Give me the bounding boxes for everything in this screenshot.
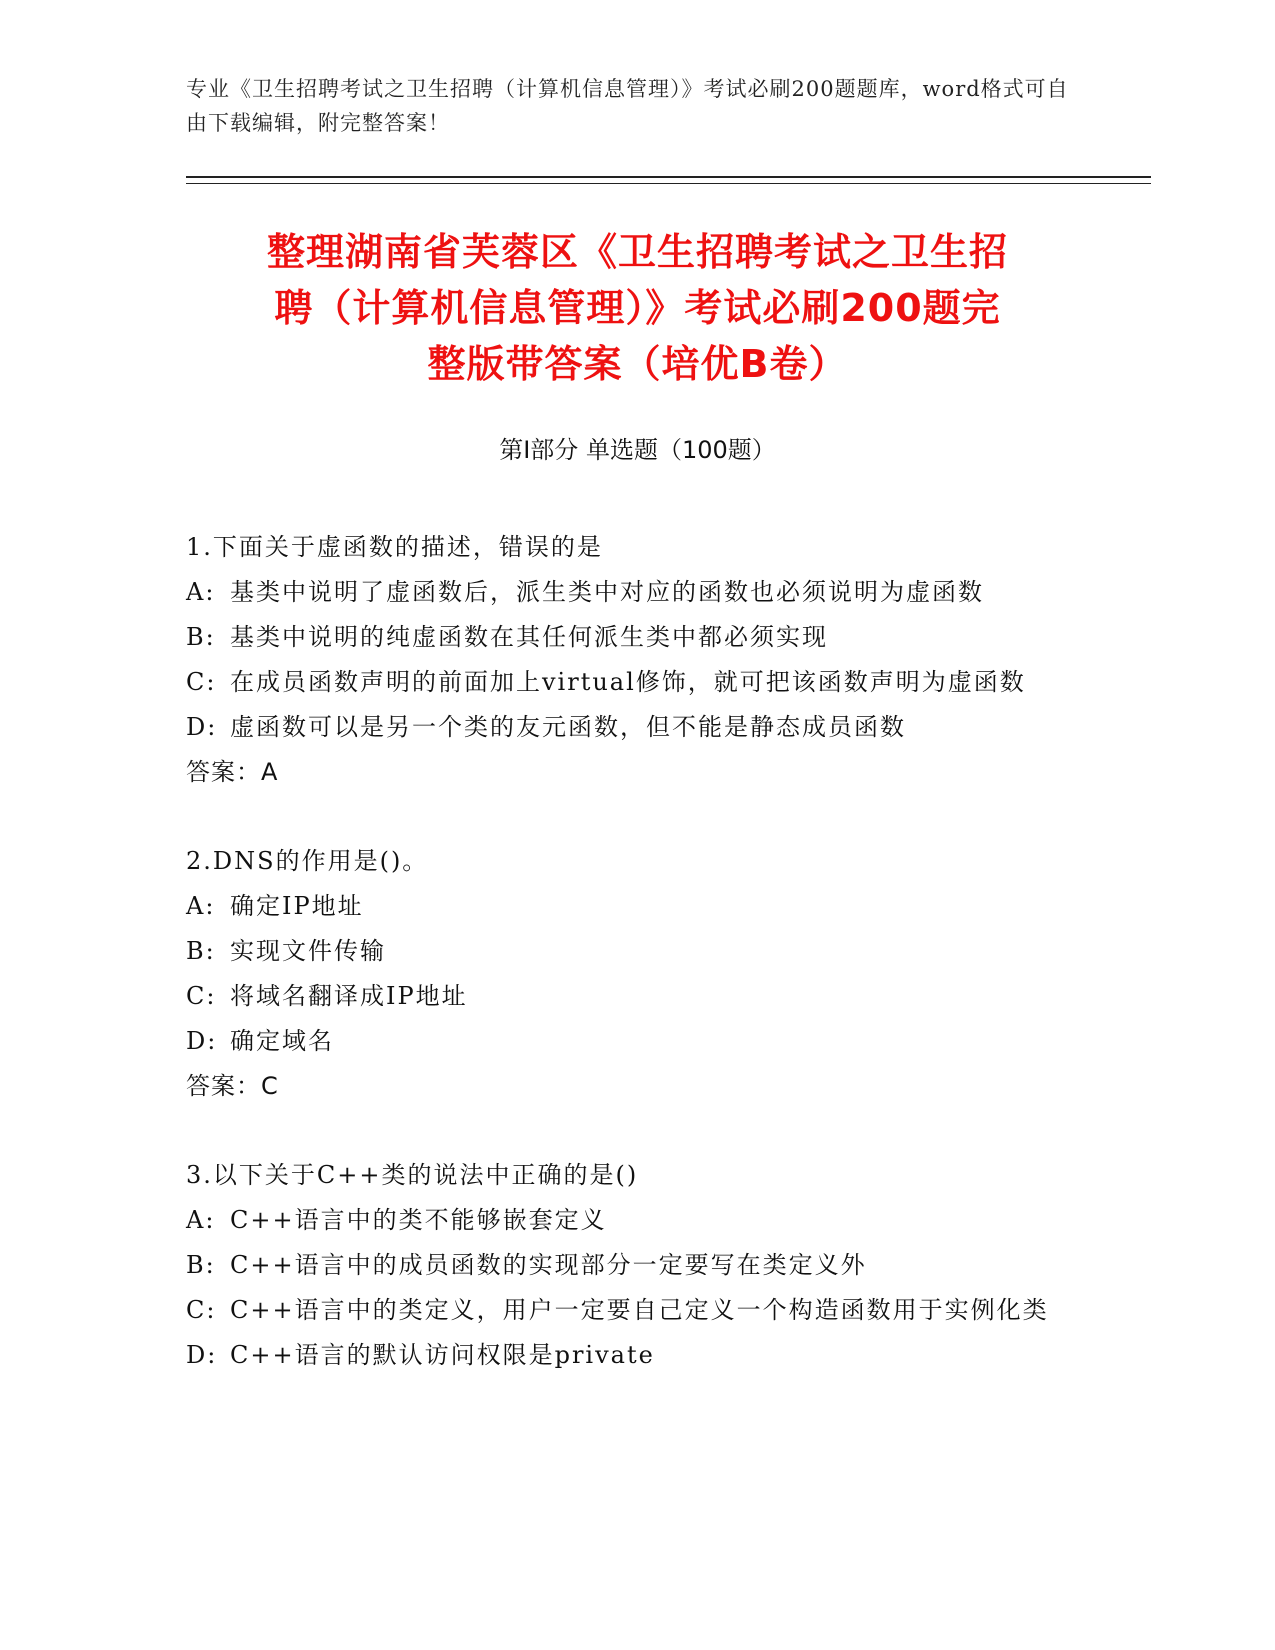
- option-a: [186, 570, 1086, 615]
- header-divider-thin: [186, 183, 1151, 184]
- option-key: C:: [186, 1296, 217, 1324]
- question-stem: 1.下面关于虚函数的描述，错误的是: [186, 533, 603, 561]
- option-text: 基类中说明了虚函数后，派生类中对应的函数也必须说明为虚函数: [230, 578, 984, 606]
- option-text: 确定IP地址: [230, 892, 364, 920]
- header-note: 专业《卫生招聘考试之卫生招聘（计算机信息管理）》考试必刷200题题库，word格式可自由下载编辑，附完整答案！: [186, 77, 1069, 135]
- question-item: [186, 1153, 1086, 1378]
- option-key: A:: [186, 1206, 216, 1234]
- question-item: [186, 525, 1086, 795]
- option-text: 虚函数可以是另一个类的友元函数，但不能是静态成员函数: [230, 713, 906, 741]
- option-d: [186, 1333, 1086, 1378]
- option-a: [186, 1198, 1086, 1243]
- option-key: D:: [186, 1027, 218, 1055]
- option-text: 将域名翻译成IP地址: [230, 982, 468, 1010]
- option-c: [186, 1288, 1086, 1333]
- option-b: [186, 929, 1086, 974]
- option-key: C:: [186, 982, 217, 1010]
- option-key: B:: [186, 1251, 216, 1279]
- option-c: [186, 974, 1086, 1019]
- title-line: 整理湖南省芙蓉区《卫生招聘考试之卫生招: [266, 230, 1008, 274]
- option-d: [186, 705, 1086, 750]
- option-text: C++语言中的成员函数的实现部分一定要写在类定义外: [230, 1251, 867, 1279]
- question-stem: 3.以下关于C++类的说法中正确的是(): [186, 1161, 639, 1189]
- option-text: 确定域名: [230, 1027, 334, 1055]
- option-b: [186, 615, 1086, 660]
- option-key: D:: [186, 713, 218, 741]
- option-c: [186, 660, 1086, 705]
- answer: 答案：A: [186, 758, 279, 786]
- option-text: C++语言的默认访问权限是private: [230, 1341, 655, 1369]
- option-text: C++语言中的类定义，用户一定要自己定义一个构造函数用于实例化类: [230, 1296, 1049, 1324]
- option-a: [186, 884, 1086, 929]
- option-key: B:: [186, 937, 216, 965]
- option-d: [186, 1019, 1086, 1064]
- option-key: A:: [186, 892, 216, 920]
- option-text: 实现文件传输: [230, 937, 386, 965]
- option-text: 基类中说明的纯虚函数在其任何派生类中都必须实现: [230, 623, 828, 651]
- question-list: [186, 525, 1086, 1422]
- option-key: C:: [186, 668, 217, 696]
- option-key: B:: [186, 623, 216, 651]
- option-key: A:: [186, 578, 216, 606]
- title-line: 整版带答案（培优B卷）: [427, 342, 848, 386]
- question-stem: 2.DNS的作用是()。: [186, 847, 429, 875]
- document-title: [175, 224, 1100, 392]
- option-text: 在成员函数声明的前面加上virtual修饰，就可把该函数声明为虚函数: [230, 668, 1026, 696]
- header-divider: [186, 176, 1151, 178]
- option-key: D:: [186, 1341, 218, 1369]
- question-item: [186, 839, 1086, 1109]
- title-line: 聘（计算机信息管理）》考试必刷200题完: [274, 286, 1001, 330]
- option-b: [186, 1243, 1086, 1288]
- option-text: C++语言中的类不能够嵌套定义: [230, 1206, 607, 1234]
- section-title: 第Ⅰ部分 单选题（100题）: [499, 436, 776, 464]
- answer: 答案：C: [186, 1072, 279, 1100]
